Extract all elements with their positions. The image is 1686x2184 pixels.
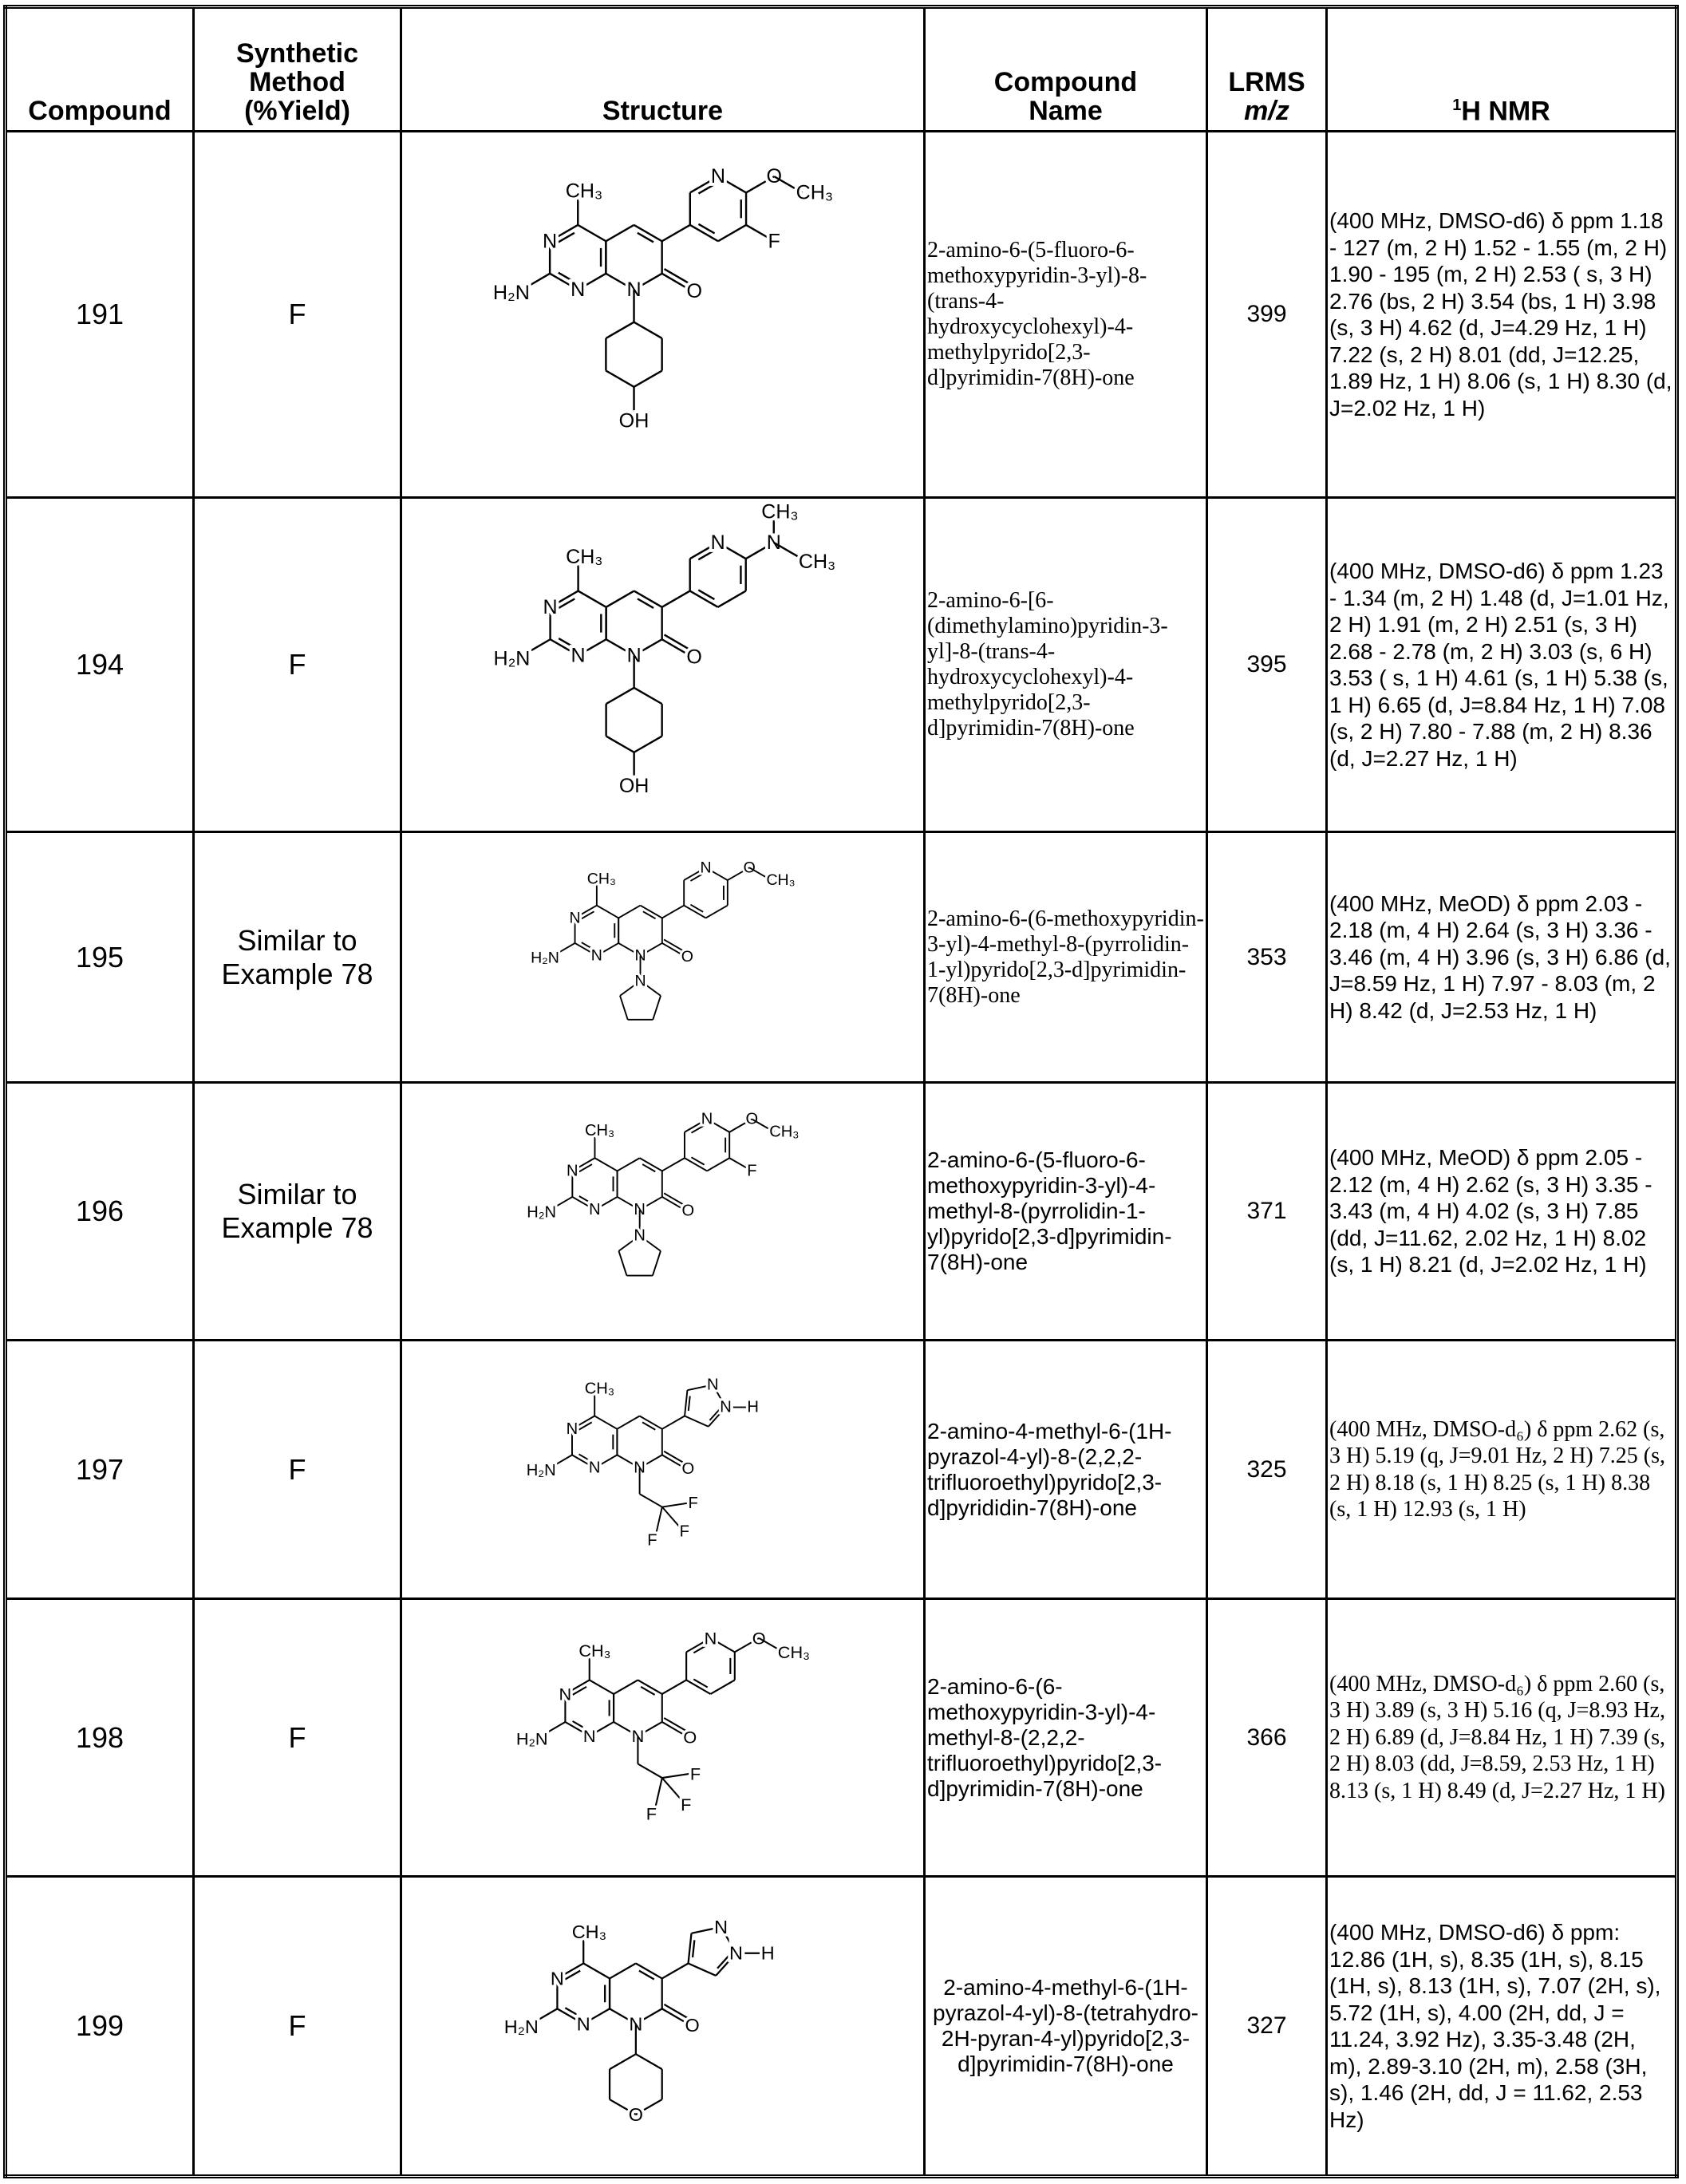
bond	[662, 1507, 680, 1526]
synthetic-method: F	[194, 1599, 401, 1877]
header-row	[6, 7, 1677, 132]
ring-nitrogen-label: N	[626, 278, 641, 301]
bond	[638, 1763, 661, 1778]
ring-nitrogen-label: N	[567, 1162, 578, 1179]
ring-nitrogen-label: N	[591, 946, 602, 964]
nmr-data: (400 MHz, MeOD) δ ppm 2.03 - 2.18 (m, 4 H) 2.64 (s, 3 H) 3.36 - 3.46 (m, 4 H) 3.96 (s, 3 H) 6.86 (d, J=8.59 Hz, 1 H) 7.97 - 8.03 (m, 2 H) 8.42 (d, J=2.53 Hz, 1 H)	[1327, 832, 1677, 1083]
pyrrolidine-nitrogen-label: N	[634, 972, 646, 989]
compound-name: 2-amino-6-(5-fluoro-6-methoxypyridin-3-yl)-8-(trans-4-hydroxycyclohexyl)-4-methylpyrido[2,3-d]pyrimidin-7(8H)-one	[925, 132, 1207, 498]
ring-bond	[636, 2054, 662, 2069]
amino-label: H₂N	[504, 2016, 539, 2037]
ring-bond	[610, 1963, 636, 1978]
amino-label: H₂N	[493, 281, 530, 303]
compound-number: 191	[6, 132, 194, 498]
ring-nitrogen-label: N	[632, 1725, 645, 1745]
ring-bond	[710, 1680, 734, 1694]
pyridine-nitrogen-label: N	[711, 165, 725, 188]
carbonyl-oxygen-label: O	[686, 280, 702, 302]
nmr-data: (400 MHz, DMSO-d₆) δ ppm 2.62 (s, 3 H) 5.19 (q, J=9.01 Hz, 2 H) 7.25 (s, 2 H) 8.18 (s, 1 H) 8.25 (s, 1 H) 8.38 (s, 1 H) 12.93 (s, 1 H)	[1327, 1341, 1677, 1599]
ring-bond	[634, 687, 662, 703]
ring-bond	[590, 1680, 614, 1694]
bond	[662, 1503, 687, 1507]
ring-nitrogen-label: N	[589, 1459, 601, 1476]
header-structure-label: Structure	[602, 96, 723, 126]
ring-bond	[620, 995, 628, 1019]
ring-bond	[634, 370, 662, 386]
compound-number: 197	[6, 1341, 194, 1599]
ring-nitrogen-label: N	[634, 1459, 646, 1476]
methyl-label: CH₃	[761, 500, 798, 523]
nmr-data: (400 MHz, DMSO-d6) δ ppm 1.18 - 127 (m, 2 H) 1.52 - 1.55 (m, 2 H) 1.90 - 195 (m, 2 H) 2.53 ( s, 3 H) 2.76 (bs, 2 H) 3.54 (bs, 1 H) 3.98 (s, 3 H) 4.62 (d, J=4.29 Hz, 1 H) 7.22 (s, 2 H) 8.01 (dd, J=12.25, 1.89 Hz, 1 H) 8.06 (s, 1 H) 8.30 (d, J=2.02 Hz, 1 H)	[1327, 132, 1677, 498]
ring-bond	[618, 1250, 626, 1275]
carbonyl-oxygen-label: O	[685, 2015, 699, 2036]
structure-cell	[401, 1341, 925, 1599]
methyl-label: CH₃	[572, 1921, 606, 1942]
header-nmr-label: H NMR	[1461, 96, 1550, 126]
structure-cell	[401, 832, 925, 1083]
compound-data-table	[3, 5, 1679, 2178]
ring-nitrogen-label: N	[627, 644, 642, 666]
structure-cell	[401, 1877, 925, 2177]
ring-nitrogen-label: N	[634, 946, 646, 964]
synthetic-method: Similar to Example 78	[194, 832, 401, 1083]
structure-drawing	[504, 1917, 775, 2125]
ring-nitrogen-label: N	[629, 2013, 642, 2034]
ring-bond	[606, 370, 634, 386]
ring-bond	[718, 590, 746, 606]
hydroxyl-label: OH	[619, 409, 650, 432]
bond	[662, 905, 684, 918]
pyrazole-nitrogen-label: N	[707, 1376, 719, 1393]
methoxy-oxygen-label: O	[752, 1628, 766, 1648]
ring-bond	[606, 590, 634, 606]
ring-bond	[685, 1416, 709, 1426]
header-name-line1: Compound	[929, 68, 1202, 97]
chemical-structure	[402, 1085, 923, 1338]
compound-number: 194	[6, 498, 194, 832]
ring-nitrogen-label: N	[571, 644, 586, 666]
bond	[662, 1774, 689, 1778]
bond	[662, 1778, 681, 1799]
header-nmr	[1327, 7, 1677, 132]
compound-name: 2-amino-4-methyl-6-(1H-pyrazol-4-yl)-8-(2,2,2-trifluoroethyl)pyrido[2,3-d]pyrididin-7(8H)-one	[925, 1341, 1207, 1599]
ring-bond	[594, 1158, 617, 1171]
compound-number: 195	[6, 832, 194, 1083]
hydrogen-label: H	[761, 1943, 775, 1964]
structure-drawing	[527, 1110, 799, 1275]
ring-bond	[689, 1933, 692, 1964]
header-method-line1: Synthetic	[198, 39, 397, 68]
compound-number: 198	[6, 1599, 194, 1877]
ring-nitrogen-label: N	[559, 1684, 572, 1704]
table-row	[6, 1341, 1677, 1599]
fluoro-label: F	[747, 1162, 756, 1179]
methyl-label: CH₃	[578, 1641, 610, 1661]
header-name-line2: Name	[929, 97, 1202, 125]
ring-bond	[685, 1390, 687, 1416]
methyl-label: CH₃	[585, 1380, 614, 1397]
bond	[662, 224, 690, 240]
chemical-structure	[402, 835, 923, 1080]
carbonyl-oxygen-label: O	[681, 1202, 694, 1219]
nmr-data: (400 MHz, DMSO-d6) δ ppm: 12.86 (1H, s), 8.35 (1H, s), 8.15 (1H, s), 8.13 (1H, s), 7.07 (2H, s), 5.72 (1H, s), 4.00 (2H, dd, J = 11.24, 3.92 Hz), 3.35-3.48 (2H, m), 2.89-3.10 (2H, m), 2.58 (3H, s), 1.46 (2H, dd, J = 11.62, 2.53 Hz)	[1327, 1877, 1677, 2177]
ring-bond	[618, 905, 640, 918]
structure-drawing	[493, 165, 833, 432]
ring-bond	[578, 224, 606, 240]
methyl-label: CH₃	[587, 870, 616, 887]
pyrrolidine-nitrogen-label: N	[634, 1226, 646, 1244]
header-lrms-line2: m/z	[1211, 97, 1322, 125]
table-row	[6, 1599, 1677, 1877]
lrms-mz: 399	[1207, 132, 1327, 498]
structure-drawing	[516, 1628, 810, 1823]
ring-oxygen-label: O	[629, 2104, 643, 2125]
hydrogen-label: H	[747, 1398, 759, 1416]
amino-label: H₂N	[516, 1728, 548, 1748]
methyl-label: CH₃	[799, 551, 835, 573]
methoxy-oxygen-label: O	[766, 165, 782, 188]
fluoro-label: F	[681, 1794, 691, 1814]
chemical-structure	[402, 1601, 923, 1874]
compound-name: 2-amino-6-[6-(dimethylamino)pyridin-3-yl]-8-(trans-4-hydroxycyclohexyl)-4-methylpyrido[2,3-d]pyrimidin-7(8H)-one	[925, 498, 1207, 832]
header-synthetic-method	[194, 7, 401, 132]
fluoro-label: F	[646, 1803, 657, 1823]
ring-bond	[653, 995, 661, 1019]
methyl-label: CH₃	[766, 871, 795, 889]
ring-nitrogen-label: N	[583, 1725, 596, 1745]
table-body	[6, 132, 1677, 2177]
ring-nitrogen-label: N	[571, 278, 585, 301]
methyl-label: CH₃	[769, 1123, 799, 1140]
ring-bond	[618, 1158, 640, 1171]
ring-bond	[606, 687, 634, 703]
compound-name: 2-amino-6-(6-methoxypyridin-3-yl)-4-methyl-8-(2,2,2-trifluoroethyl)pyrido[2,3-d]pyrimidin-7(8H)-one	[925, 1599, 1207, 1877]
carbonyl-oxygen-label: O	[682, 1460, 695, 1478]
structure-drawing	[527, 1376, 759, 1549]
ring-nitrogen-label: N	[569, 909, 580, 926]
ring-bond	[583, 1963, 610, 1978]
lrms-mz: 353	[1207, 832, 1327, 1083]
ring-nitrogen-label: N	[543, 595, 558, 618]
table-row	[6, 498, 1677, 832]
double-bond	[693, 1940, 694, 1957]
synthetic-method: F	[194, 1341, 401, 1599]
table-row	[6, 1877, 1677, 2177]
lrms-mz: 395	[1207, 498, 1327, 832]
double-bond	[689, 1396, 690, 1411]
compound-number: 199	[6, 1877, 194, 2177]
lrms-mz: 371	[1207, 1083, 1327, 1341]
lrms-mz: 366	[1207, 1599, 1327, 1877]
header-compound-name	[925, 7, 1207, 132]
synthetic-method: F	[194, 498, 401, 832]
fluoro-label: F	[768, 230, 780, 252]
bond	[640, 1494, 662, 1507]
nmr-data: (400 MHz, DMSO-d₆) δ ppm 2.60 (s, 3 H) 3.89 (s, 3 H) 5.16 (q, J=8.93 Hz, 2 H) 6.89 (d, J=8.84 Hz, 1 H) 7.39 (s, 2 H) 8.03 (dd, J=8.59, 2.53 Hz, 1 H) 8.13 (s, 1 H) 8.49 (d, J=2.27 Hz, 1 H)	[1327, 1599, 1677, 1877]
methyl-label: CH₃	[796, 181, 833, 203]
ring-nitrogen-label: N	[543, 230, 557, 252]
header-lrms-line1: LRMS	[1211, 68, 1322, 97]
compound-name: 2-amino-6-(5-fluoro-6-methoxypyridin-3-yl)-4-methyl-8-(pyrrolidin-1-yl)pyrido[2,3-d]pyrimidin-7(8H)-one	[925, 1083, 1207, 1341]
amino-label: H₂N	[531, 949, 559, 966]
ring-nitrogen-label: N	[634, 1201, 646, 1218]
chemical-structure	[402, 134, 923, 496]
chemical-structure	[402, 1343, 923, 1597]
ring-bond	[597, 905, 618, 918]
methyl-label: CH₃	[566, 180, 603, 202]
amine-nitrogen-label: N	[767, 531, 781, 553]
ring-bond	[606, 736, 634, 752]
bond	[662, 1158, 685, 1171]
carbonyl-oxygen-label: O	[686, 646, 701, 668]
ring-bond	[578, 590, 606, 606]
ring-bond	[634, 736, 662, 752]
ring-bond	[610, 2054, 636, 2069]
synthetic-method: F	[194, 1877, 401, 2177]
fluoro-label: F	[688, 1494, 697, 1511]
bond	[662, 590, 690, 606]
ring-nitrogen-label: N	[551, 1968, 564, 1989]
methyl-label: CH₃	[585, 1122, 614, 1139]
pyridine-nitrogen-label: N	[700, 859, 711, 876]
compound-number: 196	[6, 1083, 194, 1341]
ring-bond	[707, 1158, 729, 1171]
fluoro-label: F	[690, 1763, 701, 1783]
structure-drawing	[494, 500, 836, 797]
table-row	[6, 832, 1677, 1083]
structure-drawing	[531, 859, 796, 1019]
carbonyl-oxygen-label: O	[681, 948, 693, 966]
synthetic-method: Similar to Example 78	[194, 1083, 401, 1341]
pyridine-nitrogen-label: N	[701, 1110, 713, 1128]
pyridine-nitrogen-label: N	[705, 1628, 717, 1648]
bond	[655, 1778, 661, 1807]
methyl-label: CH₃	[566, 546, 602, 568]
ring-bond	[614, 1680, 638, 1694]
ring-bond	[706, 905, 728, 918]
table-row	[6, 1083, 1677, 1341]
nmr-data: (400 MHz, DMSO-d6) δ ppm 1.23 - 1.34 (m, 2 H) 1.48 (d, J=1.01 Hz, 2 H) 1.91 (m, 2 H) 2.51 (s, 3 H) 2.68 - 2.78 (m, 2 H) 3.03 (s, 6 H) 3.53 ( s, 1 H) 4.61 (s, 1 H) 5.38 (s, 1 H) 6.65 (d, J=8.84 Hz, 1 H) 7.08 (s, 2 H) 7.80 - 7.88 (m, 2 H) 8.36 (d, J=2.27 Hz, 1 H)	[1327, 498, 1677, 832]
header-lrms	[1207, 7, 1327, 132]
methyl-label: CH₃	[778, 1641, 810, 1661]
pyrazole-nitrogen-label: N	[714, 1917, 728, 1937]
pyrazole-nitrogen-label: N	[729, 1943, 743, 1964]
bond	[662, 1680, 686, 1694]
ring-bond	[653, 1250, 661, 1275]
ring-bond	[594, 1416, 617, 1428]
bond	[662, 1416, 685, 1428]
ring-bond	[606, 322, 634, 338]
ring-bond	[718, 224, 746, 240]
ring-nitrogen-label: N	[577, 2013, 590, 2034]
compound-name: 2-amino-6-(6-methoxypyridin-3-yl)-4-methyl-8-(pyrrolidin-1-yl)pyrido[2,3-d]pyrimidin-7(8H)-one	[925, 832, 1207, 1083]
pyrazole-nitrogen-label: N	[720, 1398, 732, 1416]
fluoro-label: F	[647, 1531, 657, 1549]
pyridine-nitrogen-label: N	[711, 531, 725, 553]
header-nmr-superscript: 1	[1452, 97, 1461, 114]
ring-bond	[606, 224, 634, 240]
ring-nitrogen-label: N	[567, 1420, 578, 1437]
methoxy-oxygen-label: O	[744, 859, 756, 876]
structure-cell	[401, 132, 925, 498]
amino-label: H₂N	[527, 1203, 556, 1221]
structure-cell	[401, 498, 925, 832]
structure-cell	[401, 1599, 925, 1877]
header-method-line3: (%Yield)	[198, 97, 397, 125]
amino-label: H₂N	[527, 1461, 556, 1479]
amino-label: H₂N	[494, 647, 531, 669]
ring-bond	[617, 1416, 639, 1428]
ring-bond	[634, 322, 662, 338]
header-method-line2: Method	[198, 68, 397, 97]
bond	[662, 1963, 689, 1978]
methoxy-oxygen-label: O	[746, 1110, 759, 1128]
fluoro-label: F	[680, 1522, 689, 1540]
ring-nitrogen-label: N	[589, 1201, 601, 1218]
synthetic-method: F	[194, 132, 401, 498]
chemical-structure	[402, 500, 923, 830]
bond	[656, 1507, 662, 1534]
nmr-data: (400 MHz, MeOD) δ ppm 2.05 - 2.12 (m, 4 H) 2.62 (s, 3 H) 3.35 - 3.43 (m, 4 H) 4.02 (s, 3 H) 7.85 (dd, J=11.62, 2.02 Hz, 1 H) 8.02 (s, 1 H) 8.21 (d, J=2.02 Hz, 1 H)	[1327, 1083, 1677, 1341]
header-compound	[6, 7, 194, 132]
hydroxyl-label: OH	[619, 775, 650, 797]
header-structure	[401, 7, 925, 132]
ring-bond	[689, 1963, 717, 1975]
lrms-mz: 325	[1207, 1341, 1327, 1599]
table-row	[6, 132, 1677, 498]
chemical-structure	[402, 1878, 923, 2174]
header-compound-label: Compound	[28, 96, 171, 126]
lrms-mz: 327	[1207, 1877, 1327, 2177]
structure-cell	[401, 1083, 925, 1341]
carbonyl-oxygen-label: O	[683, 1727, 697, 1747]
compound-name: 2-amino-4-methyl-6-(1H-pyrazol-4-yl)-8-(tetrahydro-2H-pyran-4-yl)pyrido[2,3-d]pyrimidin-7(8H)-one	[925, 1877, 1207, 2177]
